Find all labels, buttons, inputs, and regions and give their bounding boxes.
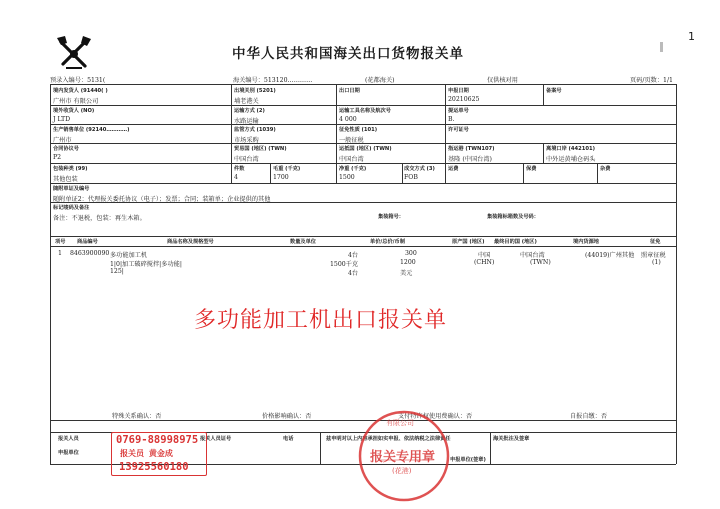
bill-no-label: 提运单号 (448, 108, 469, 114)
transport-tool-value: 4 000 (339, 116, 357, 123)
col-origin: 原产国 (地区) (452, 239, 485, 245)
dest-port-value: 基隆 (中国台湾) (448, 156, 492, 163)
bill-no-value: B. (448, 116, 455, 123)
producer-value: 广州市 (53, 137, 72, 144)
dest-port-label: 指运港 (TWN107) (448, 146, 495, 152)
item-origin-code: (CHN) (474, 259, 495, 266)
item-source: (44019)广州其他 (585, 252, 635, 259)
hole-punch-mark (660, 42, 663, 52)
seal-bottom-text: (花港) (392, 467, 412, 475)
item-total-price: 1200 (400, 259, 416, 266)
package-value: 其他包装 (53, 176, 78, 183)
exit-customs-label: 出境关别 (5201) (234, 88, 276, 94)
transport-mode-label: 运输方式 (2) (234, 108, 265, 114)
pieces-value: 4 (234, 174, 238, 181)
declarant-label: 报关人员 (58, 436, 79, 442)
docs-value: 随附单证2：代理报关委托协议（电子）；发票；合同；装箱单；企业提供的其他 (53, 196, 271, 203)
col-hs-code: 商品编号 (77, 239, 98, 245)
record-no-label: 备案号 (546, 88, 562, 94)
stamp-mobile: 13925560180 (119, 461, 189, 473)
supervision-value: 市场采购 (234, 137, 259, 144)
item-qty-3: 4台 (348, 270, 359, 277)
seal-main-text: 报关专用章 (370, 450, 436, 465)
col-final-dest: 最终目的国 (地区) (494, 239, 537, 245)
company-seal (356, 408, 452, 504)
producer-label: 生产销售单位 (92140…………) (53, 127, 130, 133)
item-tax-code: (1) (652, 259, 661, 266)
pre-entry-number: 预录入编号：5131( (50, 77, 106, 84)
license-label: 许可证号 (448, 127, 469, 133)
item-name: 多功能加工机 (110, 252, 148, 259)
item-final-dest-code: (TWN) (530, 259, 551, 266)
check-only-note: 仅供核对用 (487, 77, 518, 84)
item-no: 1 (58, 250, 62, 257)
declare-unit-label: 申报单位 (58, 450, 79, 456)
item-qty-2: 1500千克 (330, 261, 359, 268)
deal-mode-value: FOB (404, 174, 418, 181)
declare-date-label: 申报日期 (448, 88, 469, 94)
item-spec: 1|0|加工破碎搅拌|多功能| (110, 261, 182, 268)
special-relation-confirm: 特殊关系确认：否 (112, 413, 162, 420)
customs-number: 海关编号：513120………… (233, 77, 313, 84)
col-unit-price: 单价/总价/币制 (370, 239, 405, 245)
declarant-cert-label: 报关人员证号 (200, 436, 232, 442)
col-quantity: 数量及单位 (290, 239, 316, 245)
declare-unit-seal-label: 申报单位(签章) (450, 457, 486, 463)
docs-label: 随附单证及编号 (53, 186, 90, 192)
transport-tool-label: 运输工具名称及航次号 (339, 108, 391, 114)
freight-label: 运费 (448, 166, 459, 172)
declaration-statement: 兹申明对以上内容承担如实申报、依法纳税之法律责任 (326, 436, 451, 442)
dest-country-value: 中国台湾 (339, 156, 364, 163)
col-goods-name: 商品名称及规格型号 (167, 239, 214, 245)
page-mark: 1 (688, 30, 695, 43)
item-hs-code: 8463900090 (70, 250, 110, 257)
misc-fee-label: 杂费 (600, 166, 611, 172)
overseas-consignee-label: 境外收货人 (NO) (53, 108, 95, 114)
container-detail-label: 集装箱标箱数及号码： (487, 214, 539, 220)
stamp-person: 报关员 黄金成 (120, 449, 173, 458)
page-info: 页码/页数：1/1 (630, 77, 673, 84)
pieces-label: 件数 (234, 166, 245, 172)
exit-port-label: 离境口岸 (442101) (546, 146, 595, 152)
item-unit-price: 300 (405, 250, 417, 257)
container-label: 集装箱号： (378, 214, 404, 220)
deal-mode-label: 成交方式 (3) (404, 166, 435, 172)
supervision-label: 监管方式 (1039) (234, 127, 276, 133)
dest-country-label: 运抵国 (地区) (TWN) (339, 146, 392, 152)
transport-mode-value: 水路运输 (234, 118, 259, 125)
declare-customs: (花都海关) (365, 77, 395, 84)
royalty-confirm: 支付特许权使用费确认：否 (398, 413, 473, 420)
item-tax: 照章征税 (641, 252, 666, 259)
seal-arc-text: 有限公司 (386, 419, 414, 427)
contact-stamp (111, 432, 207, 476)
tax-nature-value: 一般征税 (339, 137, 364, 144)
price-influence-confirm: 价格影响确认：否 (262, 413, 312, 420)
exit-port-value: 中外运黄埔仓码头 (546, 156, 596, 163)
item-final-dest: 中国台湾 (520, 252, 545, 259)
declare-date-value: 20210625 (448, 96, 480, 103)
contract-label: 合同协议号 (53, 146, 79, 152)
insurance-label: 保费 (526, 166, 537, 172)
trade-country-value: 中国台湾 (234, 156, 259, 163)
item-currency: 美元 (400, 270, 413, 277)
exit-customs-value: 埔老港关 (234, 98, 259, 105)
item-origin: 中国 (478, 252, 491, 259)
contract-value: P2 (53, 154, 62, 161)
net-weight-value: 1500 (339, 174, 355, 181)
item-spec-2: 125| (110, 268, 124, 275)
gross-weight-label: 毛重 (千克) (273, 166, 301, 172)
phone-label: 电话 (283, 436, 294, 442)
stamp-phone: 0769-88998975 (116, 434, 199, 446)
self-report-confirm: 自报自缴：否 (570, 413, 608, 420)
overlay-caption: 多功能加工机出口报关单 (194, 308, 448, 333)
document-title: 中华人民共和国海关出口货物报关单 (232, 46, 464, 62)
col-source: 境内货源地 (573, 239, 599, 245)
col-tax: 征免 (650, 239, 661, 245)
customs-emblem-icon (54, 34, 94, 72)
domestic-consignor-value: 广州市 有限公司 (53, 98, 99, 105)
net-weight-label: 净重 (千克) (339, 166, 367, 172)
trade-country-label: 贸易国 (地区) (TWN) (234, 146, 287, 152)
item-qty-1: 4台 (348, 252, 359, 259)
marks-value: 备注：不退税，包装：再生木箱。 (53, 215, 146, 222)
col-item-no: 项号 (55, 239, 66, 245)
customs-remark-label: 海关批注及签章 (493, 436, 530, 442)
export-date-label: 出口日期 (339, 88, 360, 94)
domestic-consignor-label: 境内发货人 (91440( ) (53, 88, 108, 94)
package-label: 包装种类 (99) (53, 166, 88, 172)
tax-nature-label: 征免性质 (101) (339, 127, 378, 133)
marks-label: 标记唛码及备注 (53, 205, 90, 211)
gross-weight-value: 1700 (273, 174, 289, 181)
overseas-consignee-value: J LTD (53, 116, 71, 123)
